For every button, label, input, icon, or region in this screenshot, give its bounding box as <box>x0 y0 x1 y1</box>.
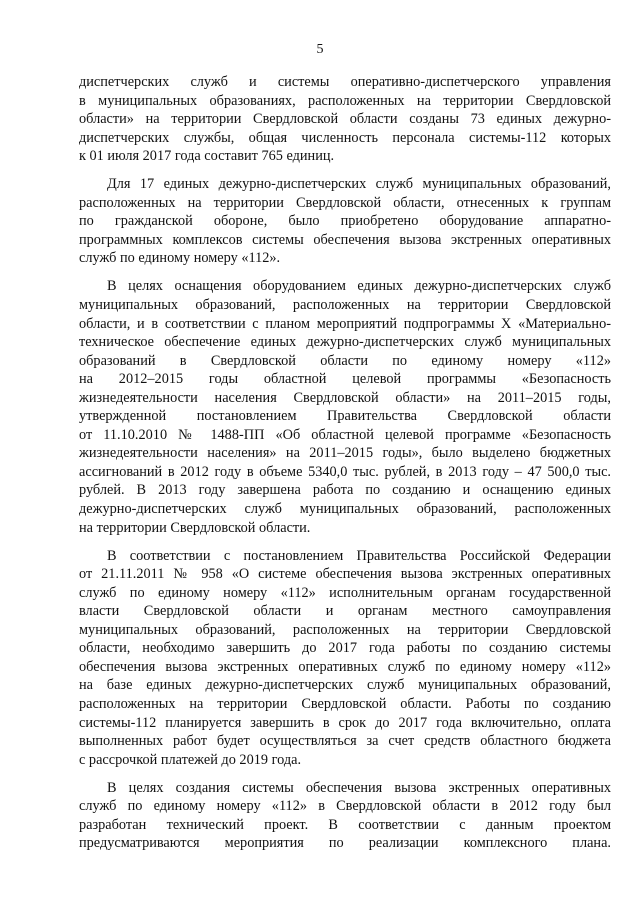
document-body <box>79 73 611 862</box>
text-line: расположенных на территории Свердловской области. Работы по созданию <box>79 696 611 712</box>
text-line: диспетчерских служб и системы оперативно-диспетчерского управления <box>79 74 611 90</box>
text-line: жизнедеятельности населения Свердловской области» на 2011–2015 годы, <box>79 389 611 406</box>
text-line: обеспечения вызова экстренных оперативных служб по единому номеру «112» <box>79 658 611 675</box>
text-line: предусматриваются мероприятия по реализации комплексного плана. <box>79 835 611 852</box>
paragraph <box>79 547 611 770</box>
paragraph <box>79 779 611 853</box>
text-line: к 01 июля 2017 года составит 765 единиц. <box>79 148 335 165</box>
text-line: рублей. В 2013 году завершена работа по созданию и оснащению единых <box>79 482 611 499</box>
text-line: области» на территории Свердловской области созданы 73 единых дежурно- <box>79 111 611 128</box>
text-line: по гражданской обороне, было приобретено оборудование аппаратно- <box>79 213 611 230</box>
paragraph <box>79 73 611 166</box>
text-line: на базе единых дежурно-диспетчерских служб муниципальных образований, <box>79 677 611 694</box>
text-line: ассигнований в 2012 году в объеме 5340,0 тыс. рублей, в 2013 году – 47 500,0 тыс. <box>79 463 611 480</box>
text-line: системы-112 планируется завершить в срок до 2017 года включительно, оплата <box>79 714 611 731</box>
text-line: Для 17 единых дежурно-диспетчерских служб муниципальных образований, <box>107 176 611 193</box>
text-line: области, и в соответствии с планом мероприятий подпрограммы X «Материально- <box>79 315 611 332</box>
text-line: служб по единому номеру «112» исполнительным органам государственной <box>79 584 611 601</box>
text-line: В целях оснащения оборудованием единых дежурно-диспетчерских служб <box>107 278 611 295</box>
text-line: области, необходимо завершить до 2017 года работы по созданию системы <box>79 640 611 657</box>
page-number: 5 <box>316 42 324 57</box>
text-line: В целях создания системы обеспечения вызова экстренных оперативных <box>107 779 611 796</box>
text-line: дежурно-диспетчерских служб муниципальных образований, расположенных <box>79 501 611 518</box>
text-line: с рассрочкой платежей до 2019 года. <box>79 751 302 768</box>
text-line: служб по единому номеру «112» в Свердловской области в 2012 году был <box>79 798 611 815</box>
text-line: утвержденной постановлением Правительства Свердловской области <box>79 408 611 425</box>
text-line: диспетчерских службы, общая численность персонала системы-112 которых <box>79 129 611 146</box>
text-line: от 11.10.2010 № 1488-ПП «Об областной целевой программе «Безопасность <box>79 426 611 443</box>
text-line: муниципальных образований, расположенных на территории Свердловской <box>79 297 611 314</box>
text-line: выполненных работ будет осуществляться за счет средств областного бюджета <box>79 733 611 750</box>
text-line: в муниципальных образованиях, расположенных на территории Свердловской <box>79 92 611 109</box>
text-line: от 21.11.2011 № 958 «О системе обеспечения вызова экстренных оперативных <box>79 566 611 583</box>
text-line: программных комплексов системы обеспечения вызова экстренных оперативных <box>79 231 611 248</box>
text-line: на 2012–2015 годы областной целевой программы «Безопасность <box>79 371 611 388</box>
text-line: жизнедеятельности населения» на 2011–2015 годы», было выделено бюджетных <box>79 445 611 462</box>
text-line: образований в Свердловской области по единому номеру «112» <box>79 352 611 369</box>
paragraph <box>79 175 611 268</box>
paragraph <box>79 277 611 537</box>
text-line: служб по единому номеру «112». <box>79 250 281 267</box>
text-line: техническое обеспечение единых дежурно-диспетчерских служб муниципальных <box>79 334 611 351</box>
text-line: В соответствии с постановлением Правительства Российской Федерации <box>107 547 611 564</box>
text-line: на территории Свердловской области. <box>79 519 311 536</box>
text-line: муниципальных образований, расположенных на территории Свердловской <box>79 621 611 638</box>
text-line: разработан технический проект. В соответствии с данным проектом <box>79 816 611 833</box>
text-line: власти Свердловской области и органам местного самоуправления <box>79 603 611 620</box>
text-line: расположенных на территории Свердловской области, отнесенных к группам <box>79 194 611 211</box>
